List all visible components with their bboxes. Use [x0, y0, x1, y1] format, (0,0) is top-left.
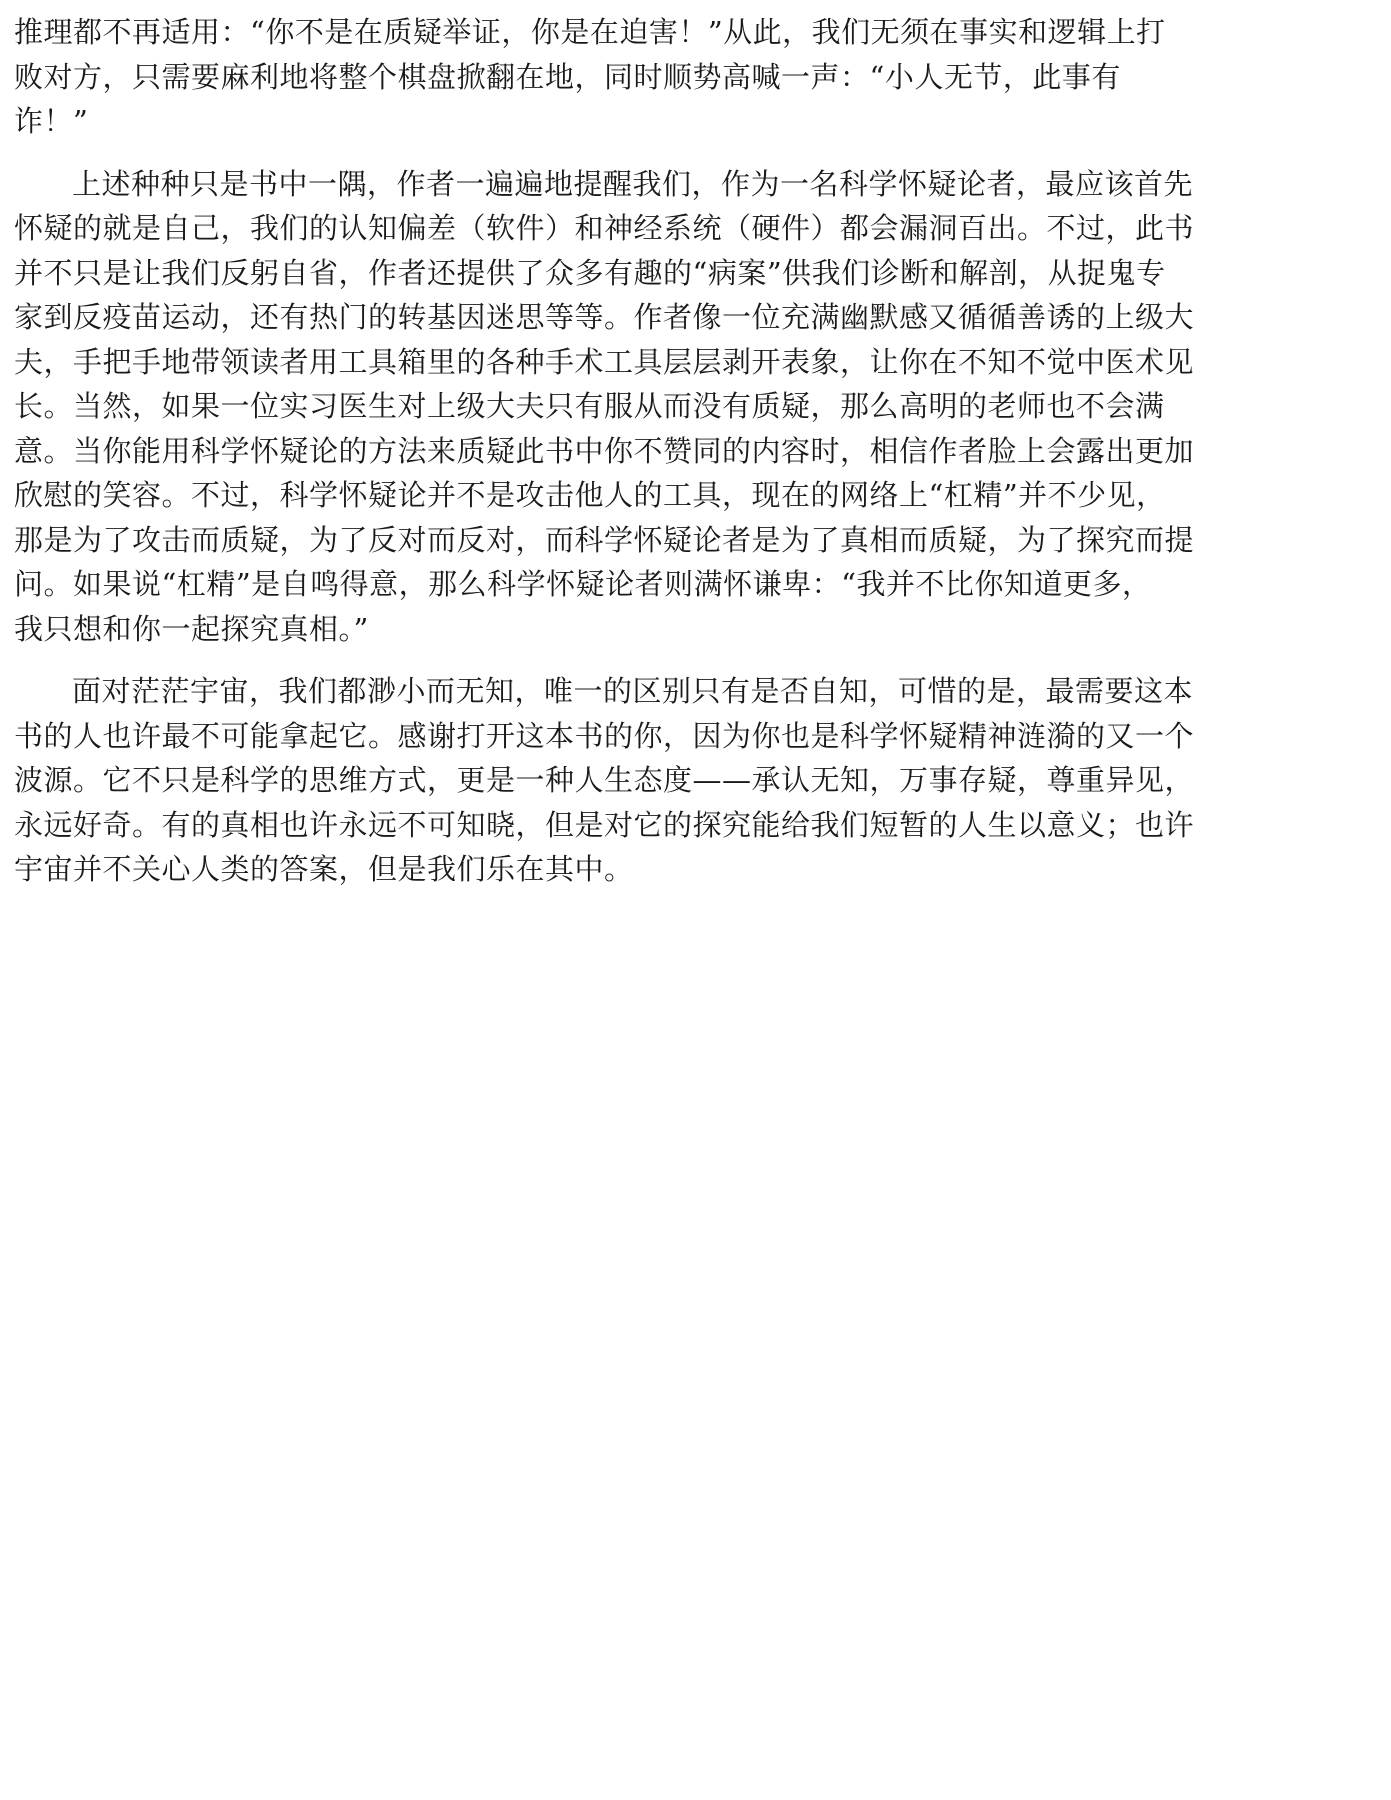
text-line: 败对方，只需要麻利地将整个棋盘掀翻在地，同时顺势高喊一声：“小人无节，此事有 — [14, 59, 1121, 94]
text-line: 欣慰的笑容。不过，科学怀疑论并不是攻击他人的工具，现在的网络上“杠精”并不少见， — [14, 478, 1166, 512]
text-line: 那是为了攻击而质疑，为了反对而反对，而科学怀疑论者是为了真相而质疑，为了探究而提 — [14, 522, 1195, 557]
text-line: 书的人也许最不可能拿起它。感谢打开这本书的你，因为你也是科学怀疑精神涟漪的又一个 — [14, 718, 1195, 753]
text-line: 永远好奇。有的真相也许永远不可知晓，但是对它的探究能给我们短暂的人生以意义；也许 — [14, 807, 1195, 842]
paragraph-2 — [14, 162, 1382, 652]
text-line: 意。当你能用科学怀疑论的方法来质疑此书中你不赞同的内容时，相信作者脸上会露出更加 — [14, 433, 1195, 468]
text-line: 波源。它不只是科学的思维方式，更是一种人生态度——承认无知，万事存疑，尊重异见， — [14, 763, 1195, 797]
text-line: 长。当然，如果一位实习医生对上级大夫只有服从而没有质疑，那么高明的老师也不会满 — [14, 389, 1165, 423]
text-line: 问。如果说“杠精”是自鸣得意，那么科学怀疑论者则满怀谦卑：“我并不比你知道更多， — [14, 567, 1152, 601]
text-line: 怀疑的就是自己，我们的认知偏差（软件）和神经系统（硬件）都会漏洞百出。不过，此书 — [14, 211, 1195, 245]
text-line: 上述种种只是书中一隅，作者一遍遍地提醒我们，作为一名科学怀疑论者，最应该首先 — [72, 166, 1194, 201]
text-line: 面对茫茫宇宙，我们都渺小而无知，唯一的区别只有是否自知，可惜的是，最需要这本 — [72, 674, 1194, 708]
text-line: 夫，手把手地带领读者用工具箱里的各种手术工具层层剥开表象，让你在不知不觉中医术见 — [14, 344, 1195, 379]
paragraph-1 — [14, 10, 1382, 144]
paragraph-3 — [14, 669, 1382, 892]
body-text — [14, 10, 1382, 910]
text-line: 宇宙并不关心人类的答案，但是我们乐在其中。 — [14, 852, 634, 886]
text-line: 我只想和你一起探究真相。” — [14, 611, 369, 646]
text-line: 推理都不再适用：“你不是在质疑举证，你是在迫害！”从此，我们无须在事实和逻辑上打 — [14, 15, 1166, 49]
text-line: 并不只是让我们反躬自省，作者还提供了众多有趣的“病案”供我们诊断和解剖，从捉鬼专 — [14, 255, 1166, 290]
text-line: 诈！” — [14, 104, 89, 138]
text-line: 家到反疫苗运动，还有热门的转基因迷思等等。作者像一位充满幽默感又循循善诱的上级大 — [14, 300, 1195, 334]
